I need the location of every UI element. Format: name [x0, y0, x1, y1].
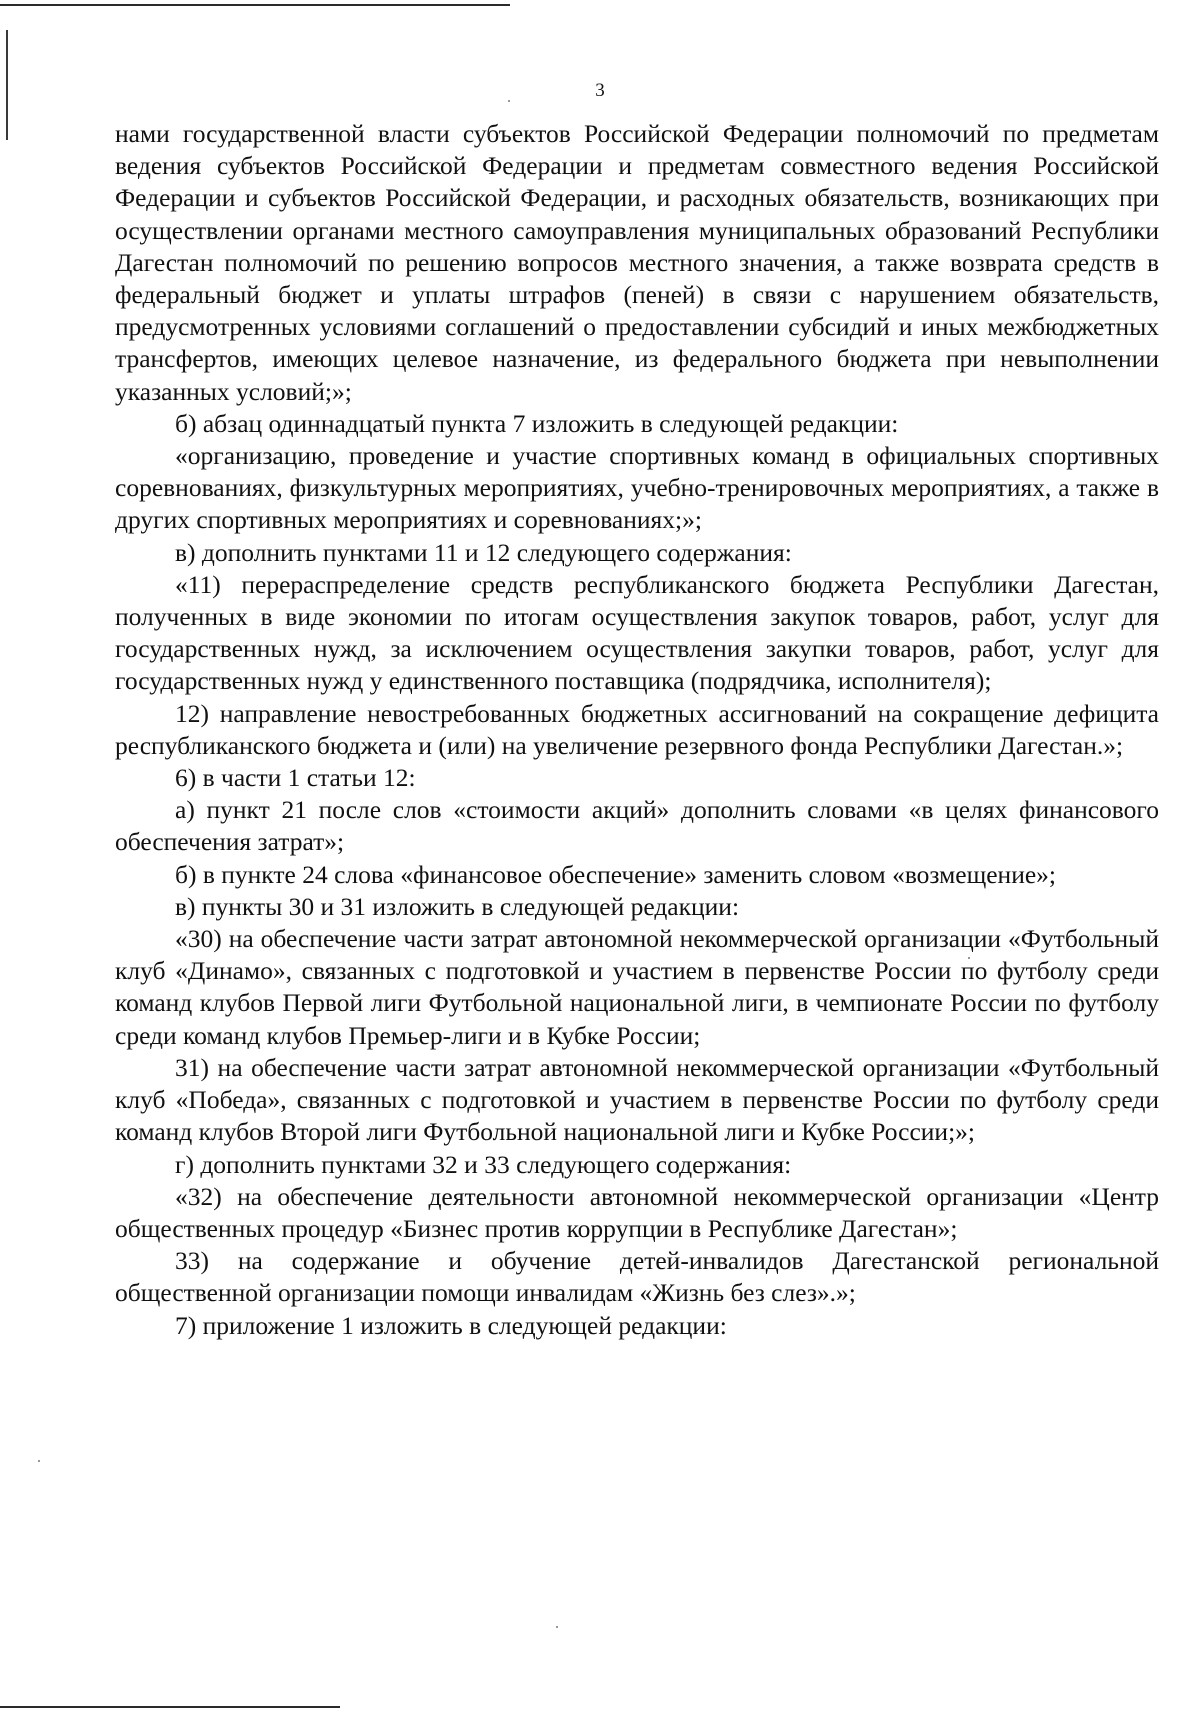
paragraph-amendment-v: в) дополнить пунктами 11 и 12 следующего содержания: — [175, 537, 792, 567]
paragraph-point-7: 7) приложение 1 изложить в следующей редакции: — [175, 1310, 727, 1340]
document-body — [115, 118, 1159, 1342]
page-number: 3 — [595, 80, 605, 101]
paragraph-item-31: 31) на обеспечение части затрат автономной некоммерческой организации «Футбольный клуб «Победа», связанных с подготовкой и участием в первенстве России по футболу среди команд клубов Второй лиги Футбольной национальной лиги и Кубке России;»; — [115, 1052, 1159, 1147]
paragraph-point-6v: в) пункты 30 и 31 изложить в следующей редакции: — [175, 891, 740, 921]
paragraph-point-6g: г) дополнить пунктами 32 и 33 следующего содержания: — [175, 1149, 792, 1179]
paragraph-item-30: «30) на обеспечение части затрат автономной некоммерческой организации «Футбольный клуб «Динамо», связанных с подготовкой и участием в первенстве России по футболу среди команд клубов Первой лиги Футбольной национальной лиги, в чемпионате России по футболу среди команд клубов Премьер-лиги и в Кубке России; — [115, 924, 1159, 1050]
paragraph-item-32: «32) на обеспечение деятельности автономной некоммерческой организации «Центр общественных процедур «Бизнес против коррупции в Республике Дагестан»; — [115, 1181, 1159, 1243]
paragraph-continuation: нами государственной власти субъектов Российской Федерации полномочий по предметам ведения субъектов Российской Федерации и предметам совместного ведения Российской Федерации и субъектов Российской Федерации, и расходных обязательств, возникающих при осуществлении органами местного самоуправления муниципальных образований Республики Дагестан полномочий по решению вопросов местного значения, а также возврата средств в федеральный бюджет и уплаты штрафов (пеней) в связи с нарушением обязательств, предусмотренных условиями соглашений о предоставлении субсидий и иных межбюджетных трансфертов, имеющих целевое назначение, из федерального бюджета при невыполнении указанных условий;»; — [115, 119, 1159, 406]
scan-speck — [556, 1626, 558, 1628]
paragraph-item-11: «11) перераспределение средств республиканского бюджета Республики Дагестан, полученных в виде экономии по итогам осуществления закупок товаров, работ, услуг для государственных нужд, за исключением осуществления закупки товаров, работ, услуг для государственных нужд у единственного поставщика (подрядчика, исполнителя); — [115, 569, 1159, 696]
paragraph-item-33: 33) на содержание и обучение детей-инвалидов Дагестанской региональной общественной организации помощи инвалидам «Жизнь без слез».»; — [115, 1246, 1159, 1308]
paragraph-quote-sports: «организацию, проведение и участие спортивных команд в официальных спортивных соревнованиях, физкультурных мероприятиях, учебно-тренировочных мероприятиях, а также в других спортивных мероприятиях и соревнованиях;»; — [115, 441, 1159, 535]
scan-speck — [38, 1460, 40, 1462]
scan-edge-top — [0, 4, 510, 6]
scan-edge-bottom — [0, 1706, 340, 1708]
paragraph-item-12: 12) направление невостребованных бюджетных ассигнований на сокращение дефицита республиканского бюджета и (или) на увеличение резервного фонда Республики Дагестан.»; — [115, 698, 1159, 760]
paragraph-point-6b: б) в пункте 24 слова «финансовое обеспечение» заменить словом «возмещение»; — [175, 859, 1056, 889]
paragraph-point-6: 6) в части 1 статьи 12: — [175, 763, 416, 793]
paragraph-point-6a: а) пункт 21 после слов «стоимости акций» дополнить словами «в целях финансового обеспечения затрат»; — [115, 795, 1159, 857]
paragraph-amendment-b: б) абзац одиннадцатый пункта 7 изложить в следующей редакции: — [175, 408, 899, 438]
